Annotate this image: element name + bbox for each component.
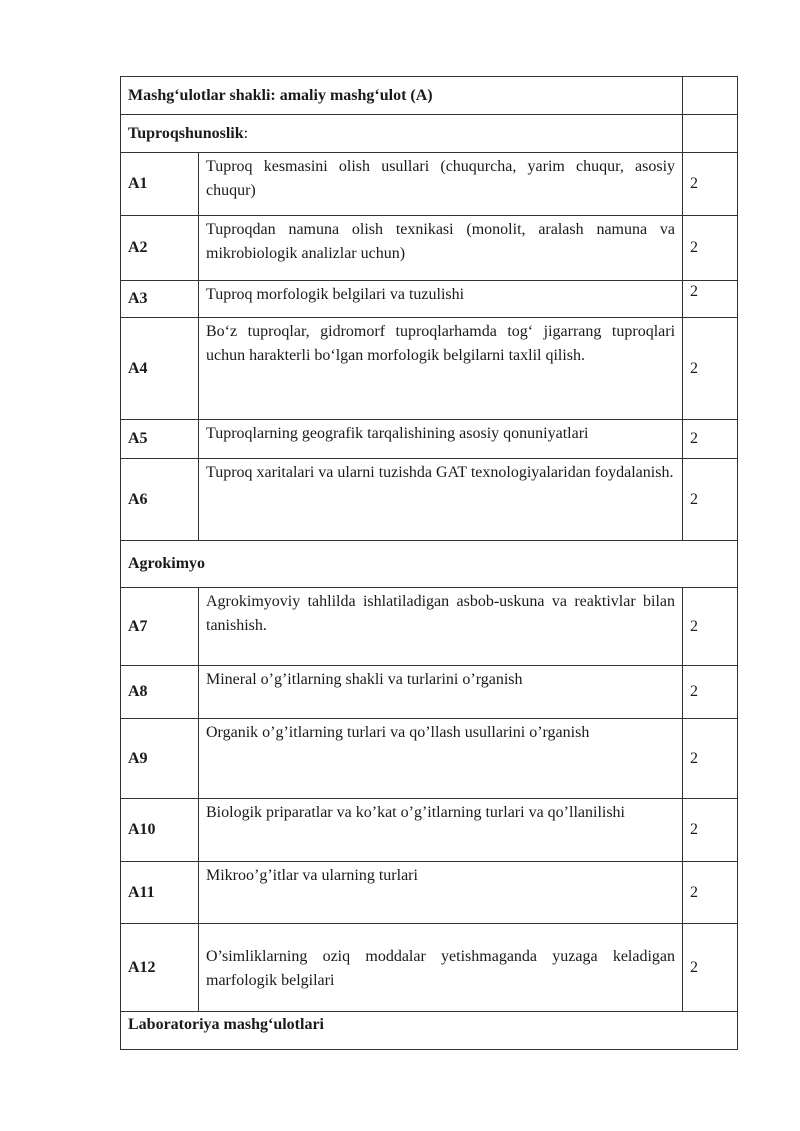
row-hours: 2 <box>683 153 738 216</box>
section-name-suffix: : <box>243 124 249 142</box>
row-code: A5 <box>121 420 199 459</box>
table-header-row <box>121 77 738 115</box>
row-hours: 2 <box>683 420 738 459</box>
row-code: A1 <box>121 153 199 216</box>
table-row <box>121 281 738 318</box>
row-hours: 2 <box>683 459 738 541</box>
row-hours: 2 <box>683 318 738 420</box>
row-topic: Mikroo’g’itlar va ularning turlari <box>199 862 683 924</box>
table-row <box>121 153 738 216</box>
section-row <box>121 115 738 153</box>
table-row <box>121 719 738 799</box>
section-row <box>121 541 738 588</box>
row-hours: 2 <box>683 719 738 799</box>
section-title-tuproqshunoslik <box>121 115 683 153</box>
row-hours: 2 <box>683 281 738 318</box>
row-code: A8 <box>121 666 199 719</box>
row-hours: 2 <box>683 924 738 1012</box>
section-title-agrokimyo: Agrokimyo <box>121 541 738 588</box>
table-row <box>121 924 738 1012</box>
footer-row <box>121 1012 738 1050</box>
row-code: A11 <box>121 862 199 924</box>
section-name: Tuproqshunoslik <box>128 124 244 142</box>
form-title: Mashg‘ulotlar shakli: amaliy mashg‘ulot (A) <box>121 77 683 115</box>
table-row <box>121 420 738 459</box>
row-code: A4 <box>121 318 199 420</box>
row-topic: Organik o’g’itlarning turlari va qo’llash usullarini o’rganish <box>199 719 683 799</box>
row-topic: Agrokimyoviy tahlilda ishlatiladigan asbob-uskuna va reaktivlar bilan tanishish. <box>199 588 683 666</box>
row-topic: Bo‘z tuproqlar, gidromorf tuproqlarhamda tog‘ jigarrang tuproqlari uchun harakterli bo‘lgan morfologik belgilarni taxlil qilish. <box>199 318 683 420</box>
table-row <box>121 318 738 420</box>
row-hours: 2 <box>683 862 738 924</box>
table-row <box>121 216 738 281</box>
row-topic: Tuproqlarning geografik tarqalishining asosiy qonuniyatlari <box>199 420 683 459</box>
row-code: A2 <box>121 216 199 281</box>
row-topic: Tuproq morfologik belgilari va tuzulishi <box>199 281 683 318</box>
row-hours: 2 <box>683 666 738 719</box>
row-topic: Mineral o’g’itlarning shakli va turlarini o’rganish <box>199 666 683 719</box>
table-row <box>121 666 738 719</box>
empty-cell <box>683 77 738 115</box>
table-row <box>121 862 738 924</box>
row-topic: O’simliklarning oziq moddalar yetishmaganda yuzaga keladigan marfologik belgilari <box>199 924 683 1012</box>
row-hours: 2 <box>683 799 738 862</box>
section-title-laboratoriya: Laboratoriya mashg‘ulotlari <box>121 1012 738 1050</box>
row-code: A9 <box>121 719 199 799</box>
table-row <box>121 459 738 541</box>
row-code: A6 <box>121 459 199 541</box>
row-hours: 2 <box>683 216 738 281</box>
row-topic: Tuproq xaritalari va ularni tuzishda GAT texnologiyalaridan foydalanish. <box>199 459 683 541</box>
table-row <box>121 588 738 666</box>
row-code: A10 <box>121 799 199 862</box>
empty-cell <box>683 115 738 153</box>
table-row <box>121 799 738 862</box>
row-code: A12 <box>121 924 199 1012</box>
row-code: A7 <box>121 588 199 666</box>
row-topic: Tuproq kesmasini olish usullari (chuqurcha, yarim chuqur, asosiy chuqur) <box>199 153 683 216</box>
row-topic: Biologik priparatlar va ko’kat o’g’itlarning turlari va qo’llanilishi <box>199 799 683 862</box>
row-topic: Tuproqdan namuna olish texnikasi (monolit, aralash namuna va mikrobiologik analizlar uchun) <box>199 216 683 281</box>
row-code: A3 <box>121 281 199 318</box>
curriculum-table <box>120 76 738 1050</box>
row-hours: 2 <box>683 588 738 666</box>
